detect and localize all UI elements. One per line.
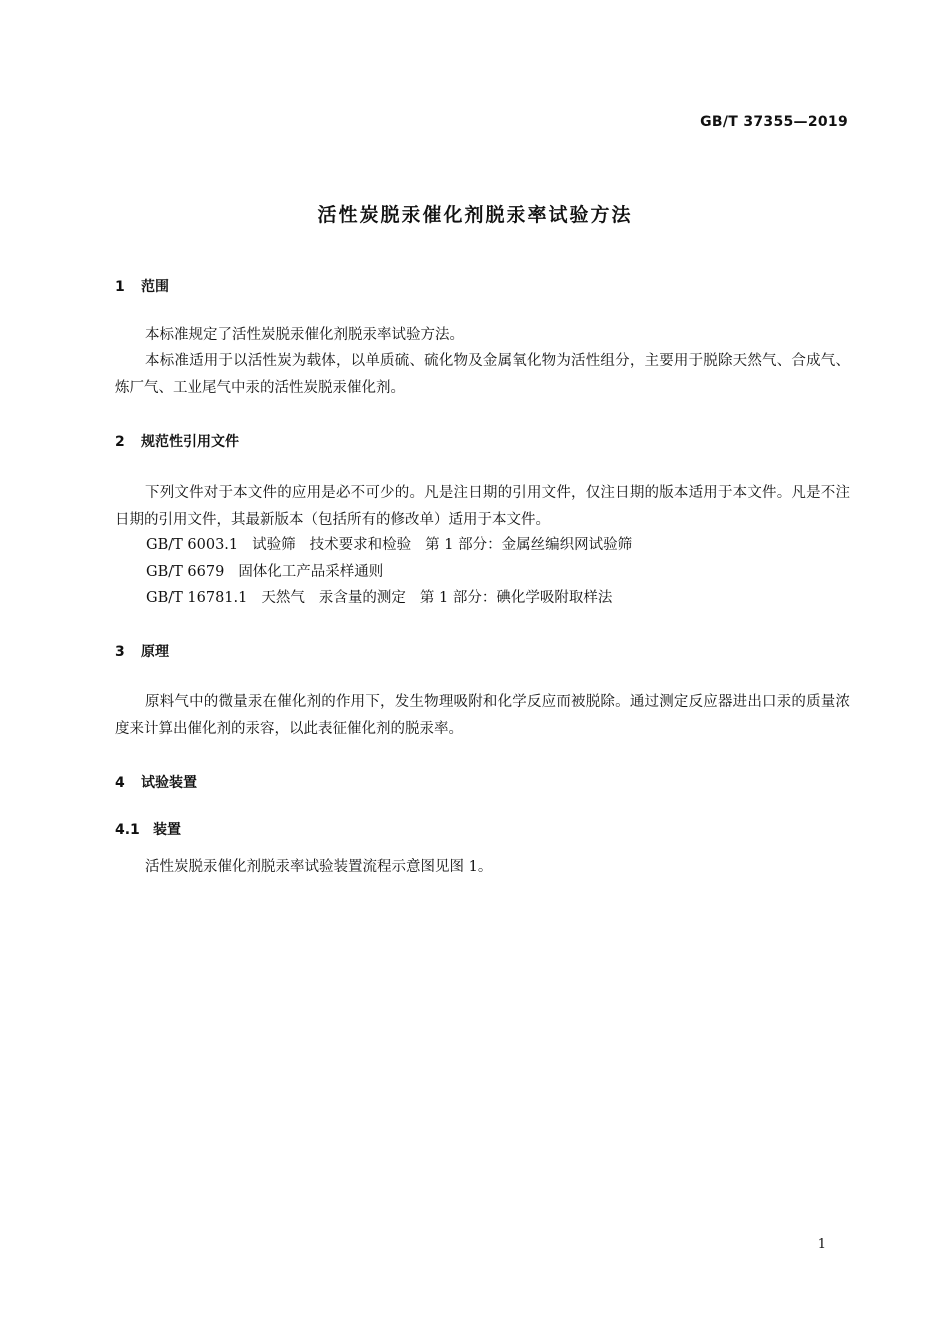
paragraph: 本标准适用于以活性炭为载体，以单质硫、硫化物及金属氧化物为活性组分，主要用于脱除天然气、合成气、炼厂气、工业尾气中汞的活性炭脱汞催化剂。 [115, 353, 850, 396]
reference-title-part: 固体化工产品采样通则 [238, 564, 384, 580]
reference-item [146, 533, 632, 554]
page-number: 1 [817, 1237, 826, 1252]
reference-title-part: 第 1 部分：碘化学吸附取样法 [419, 590, 613, 606]
paragraph: 原料气中的微量汞在催化剂的作用下，发生物理吸附和化学反应而被脱除。通过测定反应器进出口汞的质量浓度来计算出催化剂的汞容，以此表征催化剂的脱汞率。 [115, 694, 850, 737]
section-number: 2 [115, 434, 125, 450]
section-number: 3 [115, 644, 125, 660]
document-title: 活性炭脱汞催化剂脱汞率试验方法 [317, 204, 633, 226]
section-heading-principle [115, 641, 169, 661]
paragraph: 下列文件对于本文件的应用是必不可少的。凡是注日期的引用文件，仅注日期的版本适用于本文件。凡是不注日期的引用文件，其最新版本（包括所有的修改单）适用于本文件。 [115, 485, 850, 528]
reference-code: GB/T 6679 [146, 564, 225, 580]
section-title: 规范性引用文件 [141, 434, 239, 450]
reference-title-part: 技术要求和检验 [309, 537, 412, 553]
section-title: 范围 [141, 279, 169, 295]
section-heading-test-apparatus [115, 772, 197, 792]
paragraph: 本标准规定了活性炭脱汞催化剂脱汞率试验方法。 [145, 327, 464, 343]
subsection-heading-apparatus [115, 819, 181, 839]
section-title: 试验装置 [141, 775, 197, 791]
reference-title-part: 天然气 [261, 590, 305, 606]
reference-item [146, 560, 383, 581]
section-number: 4 [115, 775, 125, 791]
paragraph: 活性炭脱汞催化剂脱汞率试验装置流程示意图见图 1。 [145, 859, 493, 875]
subsection-number: 4.1 [115, 822, 140, 838]
reference-code: GB/T 6003.1 [146, 537, 239, 553]
reference-code: GB/T 16781.1 [146, 590, 248, 606]
section-heading-scope [115, 276, 169, 296]
reference-title-part: 试验筛 [252, 537, 296, 553]
section-title: 原理 [141, 644, 169, 660]
reference-title-part: 汞含量的测定 [318, 590, 406, 606]
reference-title-part: 第 1 部分：金属丝编织网试验筛 [425, 537, 633, 553]
section-heading-normative-references [115, 431, 239, 451]
standard-number: GB/T 37355—2019 [700, 114, 848, 130]
reference-item [146, 586, 612, 607]
subsection-title: 装置 [153, 822, 181, 838]
section-number: 1 [115, 279, 125, 295]
